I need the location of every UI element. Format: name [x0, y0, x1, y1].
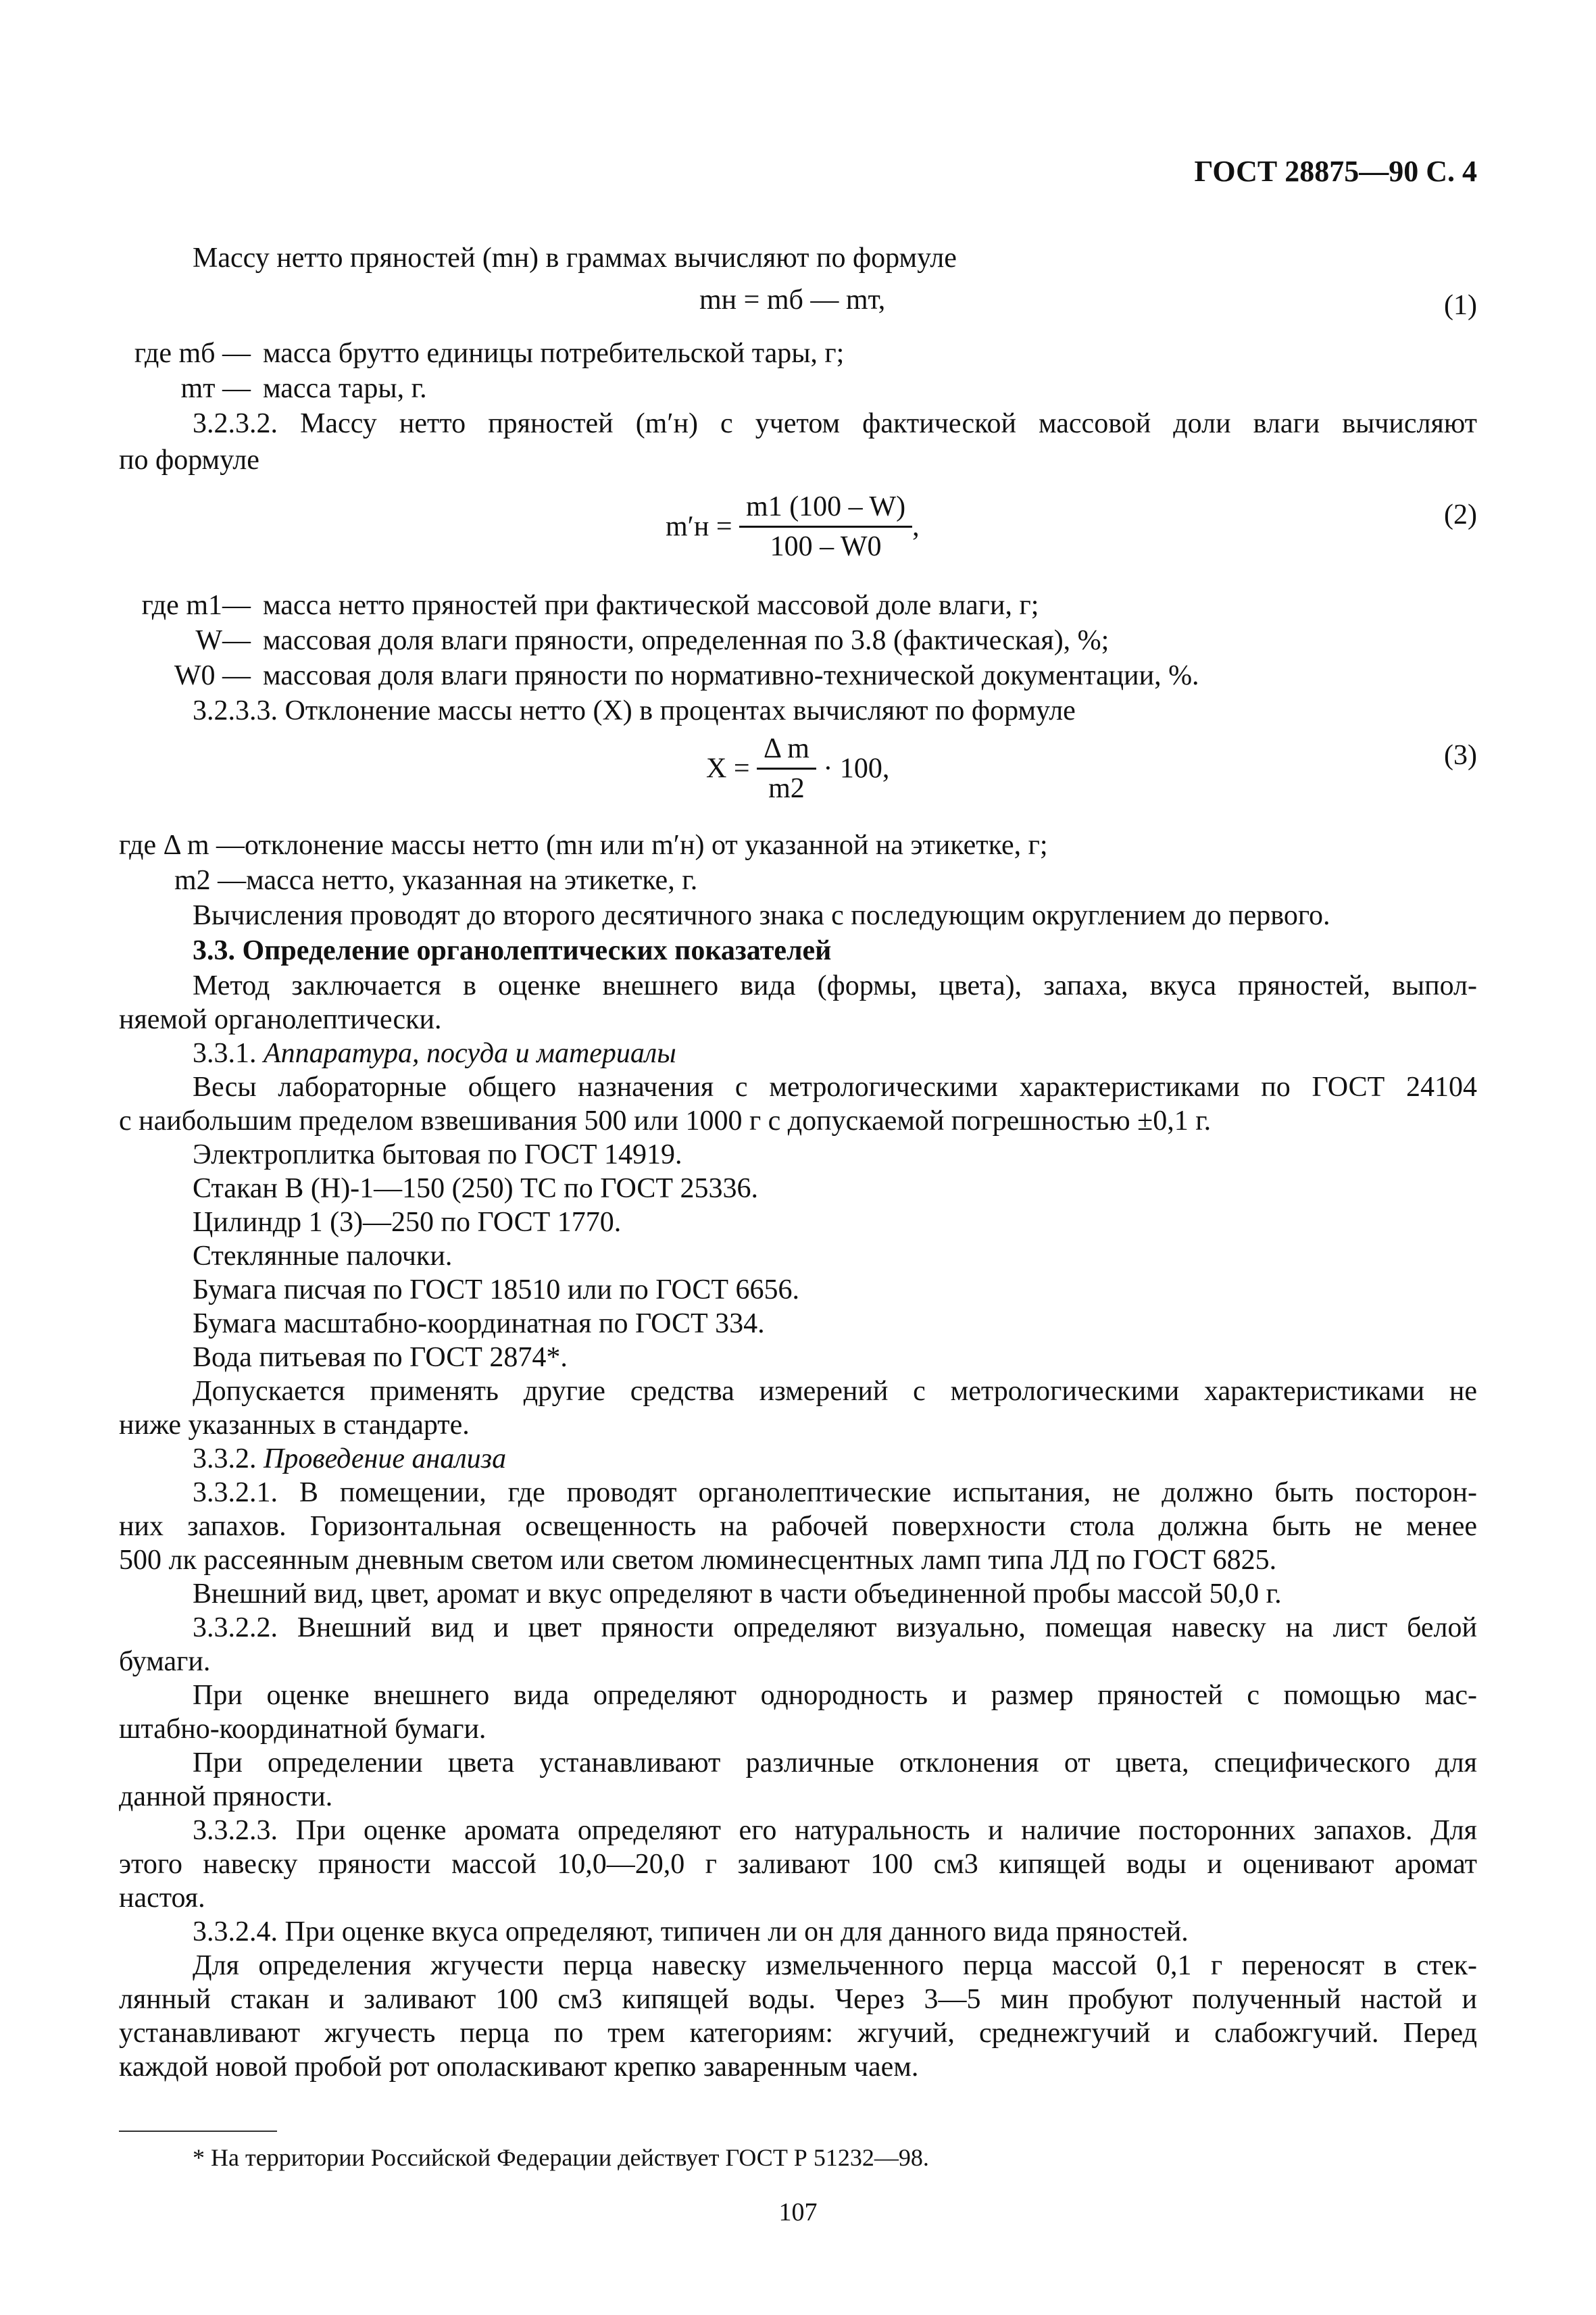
paragraph-line: Внешний вид, цвет, аромат и вкус определяют в части объединенной пробы массой 50,0 г.: [193, 1578, 1282, 1610]
footnote: * На территории Российской Федерации действует ГОСТ Р 51232—98.: [193, 2144, 929, 2171]
paragraph-line: 500 лк рассеянным дневным светом или светом люминесцентных ламп типа ЛД по ГОСТ 6825.: [119, 1545, 1277, 1576]
paragraph-line: устанавливают жгучесть перца по трем категориям: жгучий, среднежгучий и слабожгучий. Перед: [119, 2018, 1477, 2049]
paragraph-line: Вычисления проводят до второго десятичного знака с последующим округлением до первого.: [193, 900, 1330, 931]
paragraph-line: Весы лабораторные общего назначения с метрологическими характеристиками по ГОСТ 24104: [193, 1072, 1477, 1103]
formula-3: [706, 730, 889, 807]
paragraph-line: ниже указанных в стандарте.: [119, 1410, 470, 1441]
paragraph-line: 3.3.2.2. Внешний вид и цвет пряности определяют визуально, помещая навеску на лист белой: [193, 1612, 1477, 1643]
equation-number-1: (1): [1444, 290, 1477, 321]
paragraph-line: настоя.: [119, 1883, 205, 1914]
formula-tail: · 100,: [823, 753, 890, 785]
list-item: Стеклянные палочки.: [193, 1241, 453, 1272]
list-item: Электроплитка бытовая по ГОСТ 14919.: [193, 1139, 682, 1170]
subsection-number: 3.3.2.: [193, 1443, 264, 1474]
equation-number-2: (2): [1444, 499, 1477, 530]
fraction-numerator: m1 (100 – W): [739, 488, 912, 528]
section-heading: 3.3. Определение органолептических показателей: [193, 935, 832, 966]
paragraph-line: няемой органолептически.: [119, 1004, 442, 1035]
fraction-numerator: Δ m: [757, 730, 816, 770]
symbol-label: W0 —: [174, 660, 251, 691]
paragraph-line: 3.2.3.3. Отклонение массы нетто (X) в процентах вычисляют по формуле: [193, 695, 1076, 726]
symbol-label: где m1—: [141, 590, 251, 621]
list-item: Цилиндр 1 (3)—250 по ГОСТ 1770.: [193, 1207, 622, 1238]
paragraph-line: этого навеску пряности массой 10,0—20,0 г заливают 100 см3 кипящей воды и оценивают аромат: [119, 1849, 1477, 1880]
paragraph-line: них запахов. Горизонтальная освещенность на рабочей поверхности стола должна быть не менее: [119, 1511, 1477, 1542]
equation-number-3: (3): [1444, 740, 1477, 771]
subsection-heading: [193, 1036, 1477, 1071]
formula-tail: ,: [912, 511, 920, 543]
definition-text: масса нетто пряностей при фактической массовой доле влаги, г;: [263, 590, 1039, 621]
paragraph-line: 3.3.2.1. В помещении, где проводят органолептические испытания, не должно быть посторон-: [193, 1477, 1477, 1508]
definition-text: масса тары, г.: [263, 373, 427, 404]
subsection-heading: [193, 1441, 1477, 1476]
subsection-number: 3.3.1.: [193, 1038, 264, 1069]
definition-text: массовая доля влаги пряности, определенная по 3.8 (фактическая), %;: [263, 625, 1109, 656]
definition-line: [119, 588, 1477, 623]
definition-line: [119, 623, 1477, 658]
fraction-denominator: 100 – W0: [770, 531, 882, 562]
fraction: [757, 730, 816, 807]
definition-line: [119, 336, 1477, 371]
fraction-denominator: m2: [768, 773, 805, 804]
definition-text: массовая доля влаги пряности по нормативно-технической документации, %.: [263, 660, 1199, 691]
symbol-label: W—: [195, 625, 251, 656]
paragraph-line: При определении цвета устанавливают различные отклонения от цвета, специфического для: [193, 1747, 1477, 1778]
definition-line: [119, 658, 1477, 693]
page-header: ГОСТ 28875—90 С. 4: [1194, 155, 1477, 188]
paragraph-line: с наибольшим пределом взвешивания 500 или 1000 г с допускаемой погрешностью ±0,1 г.: [119, 1105, 1212, 1137]
formula-1: mн = mб — mт,: [699, 284, 886, 316]
list-item: Бумага масштабно-координатная по ГОСТ 334.: [193, 1308, 765, 1339]
definition-line: [119, 371, 1477, 406]
paragraph-line: штабно-координатной бумаги.: [119, 1714, 487, 1745]
paragraph-line: бумаги.: [119, 1646, 211, 1677]
paragraph-line: лянный стакан и заливают 100 см3 кипящей воды. Через 3—5 мин пробуют полученный настой и: [119, 1984, 1477, 2015]
list-item: Вода питьевая по ГОСТ 2874*.: [193, 1342, 568, 1373]
definition-line: где Δ m —отклонение массы нетто (mн или m′н) от указанной на этикетке, г;: [119, 830, 1048, 861]
paragraph-line: Для определения жгучести перца навеску измельченного перца массой 0,1 г переносят в стек-: [193, 1950, 1477, 1981]
page-number: 107: [778, 2198, 818, 2226]
paragraph-line: 3.3.2.4. При оценке вкуса определяют, типичен ли он для данного вида пряностей.: [193, 1916, 1189, 1947]
paragraph-line: Допускается применять другие средства измерений с метрологическими характеристиками не: [193, 1376, 1477, 1407]
paragraph-line: Массу нетто пряностей (mн) в граммах вычисляют по формуле: [193, 243, 957, 274]
list-item: Бумага писчая по ГОСТ 18510 или по ГОСТ 6656.: [193, 1274, 800, 1305]
symbol-label: mт —: [180, 373, 251, 404]
subsection-title: Аппаратура, посуда и материалы: [264, 1038, 676, 1069]
paragraph-line: данной пряности.: [119, 1781, 333, 1812]
formula-lhs: X =: [706, 753, 750, 785]
formula-lhs: m′н =: [666, 511, 732, 543]
definition-text: масса брутто единицы потребительской тары, г;: [263, 338, 845, 369]
paragraph-line: по формуле: [119, 445, 259, 476]
formula-2: [666, 488, 920, 566]
list-item: Стакан В (Н)-1—150 (250) ТС по ГОСТ 25336.: [193, 1173, 759, 1204]
paragraph-line: каждой новой пробой рот ополаскивают крепко заваренным чаем.: [119, 2051, 919, 2083]
paragraph-line: При оценке внешнего вида определяют однородность и размер пряностей с помощью мас-: [193, 1680, 1477, 1711]
subsection-title: Проведение анализа: [264, 1443, 507, 1474]
symbol-label: где mб —: [134, 338, 251, 369]
paragraph-line: Метод заключается в оценке внешнего вида (формы, цвета), запаха, вкуса пряностей, выпол-: [193, 970, 1477, 1001]
paragraph-line: 3.2.3.2. Массу нетто пряностей (m′н) с учетом фактической массовой доли влаги вычисляют: [193, 408, 1477, 439]
paragraph-line: 3.3.2.3. При оценке аромата определяют его натуральность и наличие посторонних запахов. Для: [193, 1815, 1477, 1846]
fraction: [739, 488, 912, 566]
definition-line: m2 —масса нетто, указанная на этикетке, г.: [174, 865, 698, 896]
footnote-divider: [119, 2131, 277, 2132]
